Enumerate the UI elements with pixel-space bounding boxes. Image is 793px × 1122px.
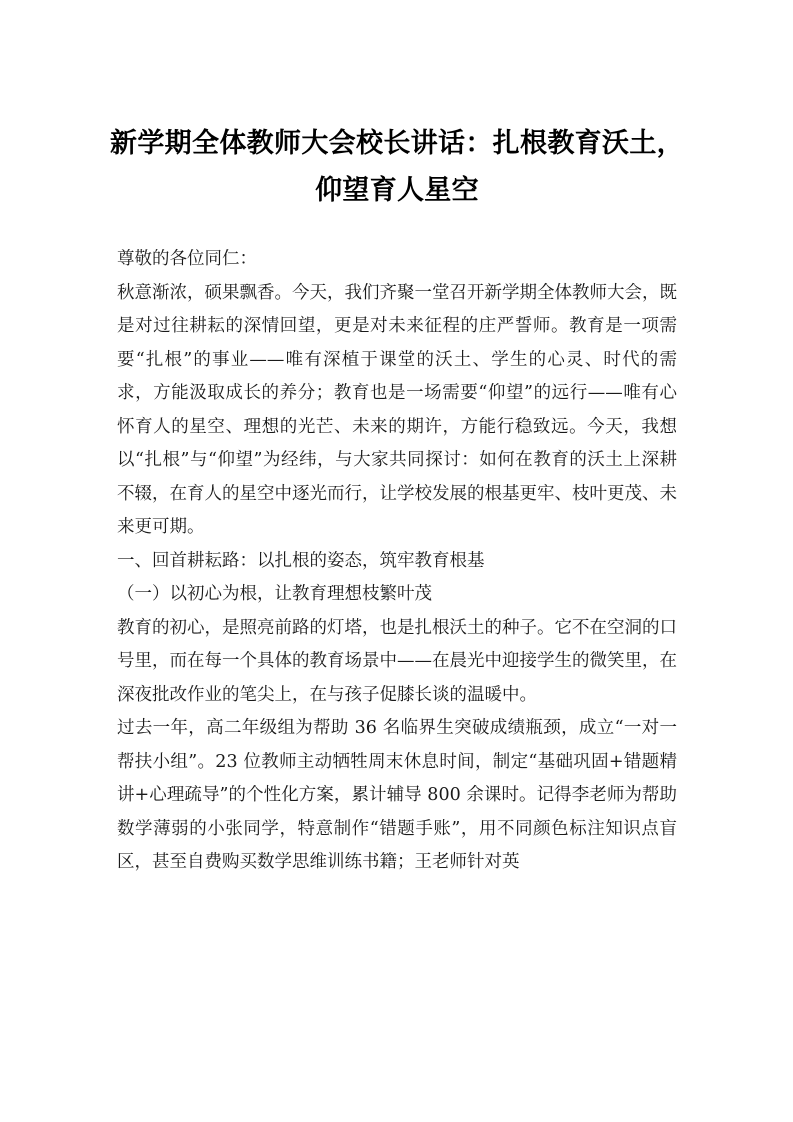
document-title: 新学期全体教师大会校长讲话：扎根教育沃土，仰望育人星空 <box>110 128 684 206</box>
document-body <box>117 243 677 880</box>
body-paragraph: 过去一年，高二年级组为帮助 36 名临界生突破成绩瓶颈，成立“一对一帮扶小组”。23 位教师主动牺牲周末休息时间，制定“基础巩固+错题精讲+心理疏导”的个性化方案，累计辅导 800 余课时。记得李老师为帮助数学薄弱的小张同学，特意制作“错题手账”，用不同颜色标注知识点盲区，甚至自费购买数学思维训练书籍；王老师针对英 <box>117 718 677 872</box>
subsection-heading: （一）以初心为根，让教育理想枝繁叶茂 <box>117 584 432 604</box>
opening-paragraph: 秋意渐浓，硕果飘香。今天，我们齐聚一堂召开新学期全体教师大会，既是对过往耕耘的深情回望，更是对未来征程的庄严誓师。教育是一项需要“扎根”的事业——唯有深植于课堂的沃土、学生的心灵、时代的需求，方能汲取成长的养分；教育也是一场需要“仰望”的远行——唯有心怀育人的星空、理想的光芒、未来的期许，方能行稳致远。今天，我想以“扎根”与“仰望”为经纬，与大家共同探讨：如何在教育的沃土上深耕不辍，在育人的星空中逐光而行，让学校发展的根基更牢、枝叶更茂、未来更可期。 <box>117 282 677 537</box>
salutation: 尊敬的各位同仁： <box>117 249 257 269</box>
body-paragraph: 教育的初心，是照亮前路的灯塔，也是扎根沃土的种子。它不在空洞的口号里，而在每一个具体的教育场景中——在晨光中迎接学生的微笑里，在深夜批改作业的笔尖上，在与孩子促膝长谈的温暖中。 <box>117 617 677 705</box>
section-heading: 一、回首耕耘路：以扎根的姿态，筑牢教育根基 <box>117 550 485 571</box>
